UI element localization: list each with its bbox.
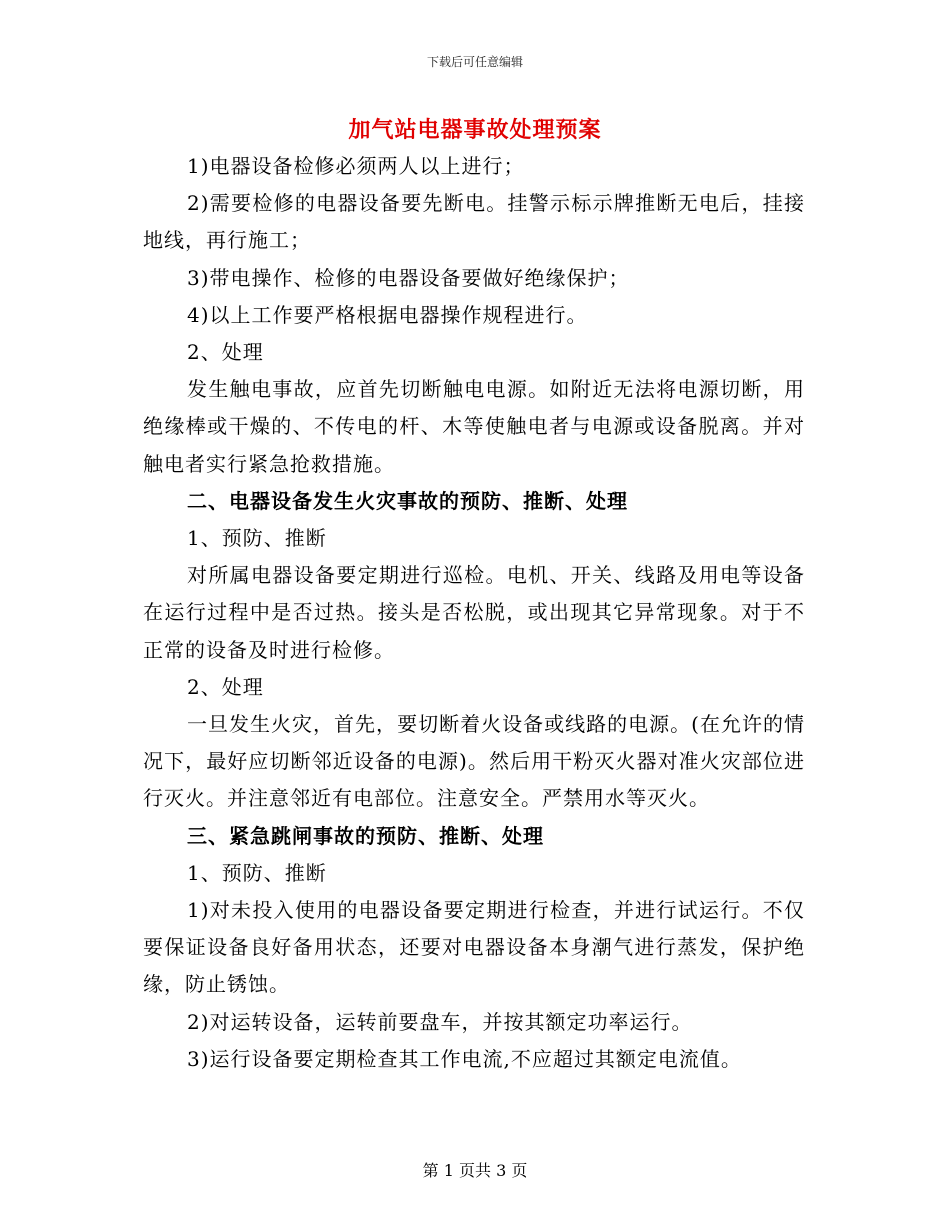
section-heading: 三、紧急跳闸事故的预防、推断、处理 bbox=[187, 823, 544, 848]
body-paragraph: 2、处理 bbox=[187, 674, 264, 699]
body-paragraph: 4)以上工作要严格根据电器操作规程进行。 bbox=[187, 302, 588, 327]
document-title: 加气站电器事故处理预案 bbox=[348, 117, 602, 143]
body-paragraph: 3)带电操作、检修的电器设备要做好绝缘保护； bbox=[187, 265, 630, 290]
body-paragraph: 1)对未投入使用的电器设备要定期进行检查，并进行试运行。不仅要保证设备良好备用状态，还要对电器设备本身潮气进行蒸发，保护绝缘，防止锈蚀。 bbox=[143, 898, 805, 997]
body-paragraph: 2)需要检修的电器设备要先断电。挂警示标示牌推断无电后，挂接地线，再行施工； bbox=[143, 191, 805, 253]
body-paragraph: 发生触电事故，应首先切断触电电源。如附近无法将电源切断，用绝缘棒或干燥的、不传电的杆、木等使触电者与电源或设备脱离。并对触电者实行紧急抢救措施。 bbox=[143, 377, 805, 476]
body-paragraph: 一旦发生火灾，首先，要切断着火设备或线路的电源。(在允许的情况下，最好应切断邻近设备的电源)。然后用干粉灭火器对准火灾部位进行灭火。并注意邻近有电部位。注意安全。严禁用水等灭火。 bbox=[143, 712, 805, 811]
body-paragraph: 1、预防、推断 bbox=[187, 526, 327, 551]
body-paragraph: 2、处理 bbox=[187, 340, 264, 365]
body-paragraph: 1)电器设备检修必须两人以上进行； bbox=[187, 154, 525, 178]
body-paragraph: 1、预防、推断 bbox=[187, 860, 327, 885]
page-number-footer: 第 1 页共 3 页 bbox=[422, 1161, 528, 1180]
body-paragraph: 对所属电器设备要定期进行巡检。电机、开关、线路及用电等设备在运行过程中是否过热。接头是否松脱，或出现其它异常现象。对于不正常的设备及时进行检修。 bbox=[143, 563, 805, 662]
section-heading: 二、电器设备发生火灾事故的预防、推断、处理 bbox=[187, 488, 628, 513]
document-body bbox=[143, 148, 805, 1078]
body-paragraph: 3)运行设备要定期检查其工作电流,不应超过其额定电流值。 bbox=[187, 1046, 742, 1071]
header-note: 下载后可任意编辑 bbox=[426, 55, 523, 69]
body-paragraph: 2)对运转设备，运转前要盘车，并按其额定功率运行。 bbox=[187, 1009, 693, 1034]
